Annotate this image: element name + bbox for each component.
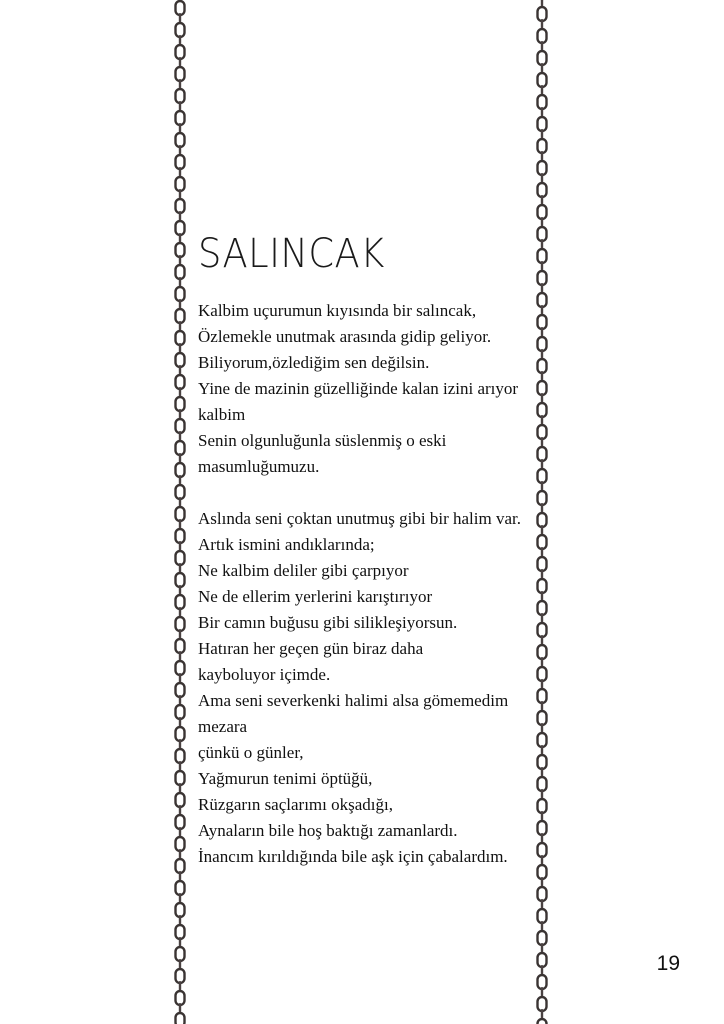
poem-line: Kalbim uçurumun kıyısında bir salıncak, (198, 301, 477, 320)
poem-line: İnancım kırıldığında bile aşk için çabalardım. (198, 847, 508, 866)
poem-title: SALINCAK (198, 231, 385, 277)
poem-line: Ne de ellerim yerlerini karıştırıyor (198, 587, 433, 606)
page-number: 19 (656, 952, 680, 975)
poem-line: Biliyorum,özlediğim sen değilsin. (198, 353, 430, 372)
poem-line: Aynaların bile hoş baktığı zamanlardı. (198, 821, 458, 840)
poem-line: Rüzgarın saçlarımı okşadığı, (198, 795, 393, 814)
poem-line: Aslında seni çoktan unutmuş gibi bir halim var. (198, 509, 521, 528)
poem-line: Senin olgunluğunla süslenmiş o eski (198, 431, 447, 450)
chain-border-left-icon (172, 0, 188, 1024)
stanza-1 (198, 298, 532, 480)
poem-line: kalbim (198, 405, 246, 424)
poem-line: Ama seni severkenki halimi alsa gömemedim (198, 691, 509, 710)
poem-line: kayboluyor içimde. (198, 665, 331, 684)
poem-line: Yine de mazinin güzelliğinde kalan izini arıyor (198, 379, 519, 398)
stanza-2 (198, 506, 532, 870)
poem-line: Ne kalbim deliler gibi çarpıyor (198, 561, 409, 580)
poem-line: Hatıran her geçen gün biraz daha (198, 639, 424, 658)
poem-line: Özlemekle unutmak arasında gidip geliyor. (198, 327, 492, 346)
poem-line: Artık ismini andıklarında; (198, 535, 375, 554)
poem-line: masumluğumuzu. (198, 457, 320, 476)
poem-line: Yağmurun tenimi öptüğü, (198, 769, 373, 788)
chain-border-right-icon (534, 0, 550, 1024)
poem-line: çünkü o günler, (198, 743, 304, 762)
poem-line: mezara (198, 717, 248, 736)
poem-line: Bir camın buğusu gibi silikleşiyorsun. (198, 613, 458, 632)
poem-body (198, 298, 532, 870)
